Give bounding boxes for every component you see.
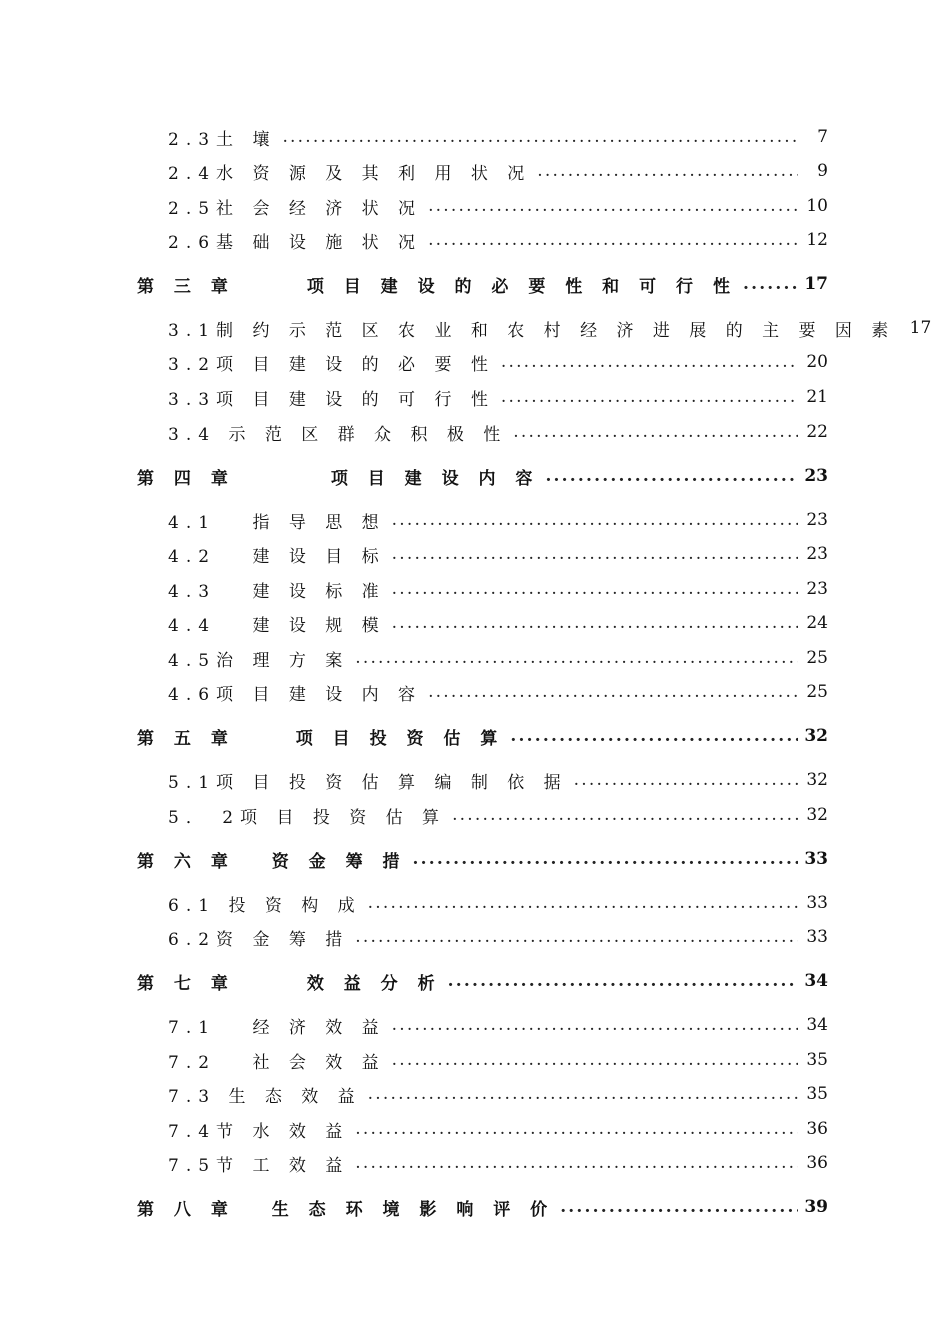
toc-entry-page: 25 bbox=[806, 682, 828, 702]
toc-entry-page: 24 bbox=[806, 613, 828, 633]
toc-entry-label: 5． 2项 目 投 资 估 算 bbox=[168, 807, 447, 828]
toc-entry-page: 7 bbox=[817, 127, 828, 147]
toc-entry-page: 34 bbox=[806, 1015, 828, 1035]
toc-chapter-page: 34 bbox=[804, 971, 828, 991]
toc-entry-page: 32 bbox=[806, 805, 828, 825]
toc-entry-page: 23 bbox=[806, 544, 828, 564]
toc-leader-dots bbox=[452, 805, 798, 825]
toc-leader-dots bbox=[355, 1153, 798, 1173]
toc-entry-page: 23 bbox=[806, 510, 828, 530]
toc-leader-dots bbox=[501, 387, 798, 407]
toc-entry-label: 4.2 建 设 目 标 bbox=[168, 546, 386, 567]
toc-leader-dots bbox=[574, 770, 798, 790]
toc-entry-page: 35 bbox=[806, 1084, 828, 1104]
toc-chapter bbox=[137, 1195, 828, 1219]
toc-entry-page: 33 bbox=[806, 893, 828, 913]
toc-leader-dots bbox=[368, 1084, 798, 1104]
toc-entry bbox=[168, 159, 828, 183]
toc-entry bbox=[168, 611, 828, 635]
toc-leader-dots bbox=[743, 274, 798, 294]
toc-chapter-label: 第 七 章 效 益 分 析 bbox=[137, 973, 442, 994]
toc-chapter bbox=[137, 847, 828, 871]
toc-entry-label: 7.3 生 态 效 益 bbox=[168, 1086, 362, 1107]
toc-entry bbox=[168, 194, 828, 218]
toc-entry-page: 35 bbox=[806, 1050, 828, 1070]
toc-leader-dots bbox=[537, 161, 798, 181]
toc-entry bbox=[168, 385, 828, 409]
toc-leader-dots bbox=[545, 466, 798, 486]
toc-entry bbox=[168, 420, 828, 444]
toc-leader-dots bbox=[392, 613, 798, 633]
toc-entry-page: 36 bbox=[806, 1153, 828, 1173]
toc-entry-label: 4.1 指 导 思 想 bbox=[168, 512, 386, 533]
toc-chapter-page: 32 bbox=[804, 726, 828, 746]
toc-entry-label: 4.3 建 设 标 准 bbox=[168, 581, 386, 602]
toc-leader-dots bbox=[428, 196, 798, 216]
toc-entry bbox=[168, 768, 828, 792]
toc-entry bbox=[168, 891, 828, 915]
toc-entry-page: 9 bbox=[817, 161, 828, 181]
toc-entry-label: 3.2项 目 建 设 的 必 要 性 bbox=[168, 354, 495, 375]
toc-entry-label: 6.1 投 资 构 成 bbox=[168, 895, 362, 916]
toc-leader-dots bbox=[392, 1050, 798, 1070]
toc-entry-page: 33 bbox=[806, 927, 828, 947]
toc-entry-page: 22 bbox=[806, 422, 828, 442]
toc-entry-page: 25 bbox=[806, 648, 828, 668]
toc-entry-label: 3.4 示 范 区 群 众 积 极 性 bbox=[168, 424, 508, 445]
toc-leader-dots bbox=[510, 726, 798, 746]
toc-chapter-label: 第 六 章 资 金 筹 措 bbox=[137, 851, 407, 872]
toc-entry-label: 6.2资 金 筹 措 bbox=[168, 929, 350, 950]
toc-entry bbox=[168, 316, 932, 341]
toc-chapter-page: 33 bbox=[804, 849, 828, 869]
toc-entry-label: 3.1制 约 示 范 区 农 业 和 农 村 经 济 进 展 的 主 要 因 素 bbox=[168, 320, 896, 341]
toc-chapter bbox=[137, 724, 828, 748]
toc-chapter-page: 17 bbox=[804, 274, 828, 294]
toc-entry-page: 23 bbox=[806, 579, 828, 599]
toc-entry-label: 3.3项 目 建 设 的 可 行 性 bbox=[168, 389, 495, 410]
toc-leader-dots bbox=[355, 648, 798, 668]
toc-entry-label: 2.3土 壤 bbox=[168, 129, 277, 150]
toc-chapter bbox=[137, 464, 828, 488]
toc-leader-dots bbox=[448, 971, 798, 991]
toc-entry-page: 12 bbox=[806, 230, 828, 250]
toc-entry bbox=[168, 228, 828, 252]
toc-entry bbox=[168, 803, 828, 827]
toc-entry bbox=[168, 1013, 828, 1037]
toc-leader-dots bbox=[413, 849, 798, 869]
toc-chapter-label: 第 四 章 项 目 建 设 内 容 bbox=[137, 468, 540, 489]
toc-entry bbox=[168, 1048, 828, 1072]
toc-entry-label: 7.5节 工 效 益 bbox=[168, 1155, 350, 1176]
toc-leader-dots bbox=[428, 230, 798, 250]
toc-entry bbox=[168, 508, 828, 532]
toc-chapter-label: 第 五 章 项 目 投 资 估 算 bbox=[137, 728, 505, 749]
toc-entry-page: 32 bbox=[806, 770, 828, 790]
toc-entry bbox=[168, 125, 828, 149]
toc-entry bbox=[168, 680, 828, 704]
toc-entry-label: 7.4节 水 效 益 bbox=[168, 1121, 350, 1142]
toc-leader-dots bbox=[392, 510, 798, 530]
toc-chapter-label: 第 八 章 生 态 环 境 影 响 评 价 bbox=[137, 1199, 555, 1220]
toc-entry-label: 5.1项 目 投 资 估 算 编 制 依 据 bbox=[168, 772, 568, 793]
toc-leader-dots bbox=[513, 422, 798, 442]
toc-entry-label: 7.1 经 济 效 益 bbox=[168, 1017, 386, 1038]
toc-entry-page: 17 bbox=[909, 318, 932, 338]
toc-entry-label: 4.6项 目 建 设 内 容 bbox=[168, 684, 423, 705]
toc-entry-page: 10 bbox=[806, 196, 828, 216]
toc-leader-dots bbox=[428, 682, 798, 702]
toc-entry-label: 4.5治 理 方 案 bbox=[168, 650, 350, 671]
toc-entry bbox=[168, 542, 828, 566]
toc-entry bbox=[168, 577, 828, 601]
toc-chapter-page: 23 bbox=[804, 466, 828, 486]
toc-entry bbox=[168, 1151, 828, 1175]
toc-entry-page: 20 bbox=[806, 352, 828, 372]
toc-leader-dots bbox=[368, 893, 798, 913]
toc-entry-label: 7.2 社 会 效 益 bbox=[168, 1052, 386, 1073]
toc-entry-label: 2.6基 础 设 施 状 况 bbox=[168, 232, 423, 253]
toc-leader-dots bbox=[501, 352, 798, 372]
toc-leader-dots bbox=[392, 1015, 798, 1035]
toc-entry-label: 2.5社 会 经 济 状 况 bbox=[168, 198, 423, 219]
toc-leader-dots bbox=[392, 579, 798, 599]
toc-chapter bbox=[137, 969, 828, 993]
toc-entry bbox=[168, 925, 828, 949]
toc-entry-label: 2.4水 资 源 及 其 利 用 状 况 bbox=[168, 163, 532, 184]
toc-leader-dots bbox=[282, 127, 798, 147]
toc-entry bbox=[168, 1082, 828, 1106]
toc-leader-dots bbox=[355, 1119, 798, 1139]
toc-entry bbox=[168, 1117, 828, 1141]
toc-entry-label: 4.4 建 设 规 模 bbox=[168, 615, 386, 636]
toc-leader-dots bbox=[392, 544, 798, 564]
toc-chapter-page: 39 bbox=[804, 1197, 828, 1217]
toc-entry bbox=[168, 350, 828, 374]
toc-entry-page: 36 bbox=[806, 1119, 828, 1139]
toc-leader-dots bbox=[355, 927, 798, 947]
toc-entry-page: 21 bbox=[806, 387, 828, 407]
toc-chapter bbox=[137, 272, 828, 296]
toc-leader-dots bbox=[560, 1197, 798, 1217]
toc-chapter-label: 第 三 章 项 目 建 设 的 必 要 性 和 可 行 性 bbox=[137, 276, 737, 297]
toc-entry bbox=[168, 646, 828, 670]
